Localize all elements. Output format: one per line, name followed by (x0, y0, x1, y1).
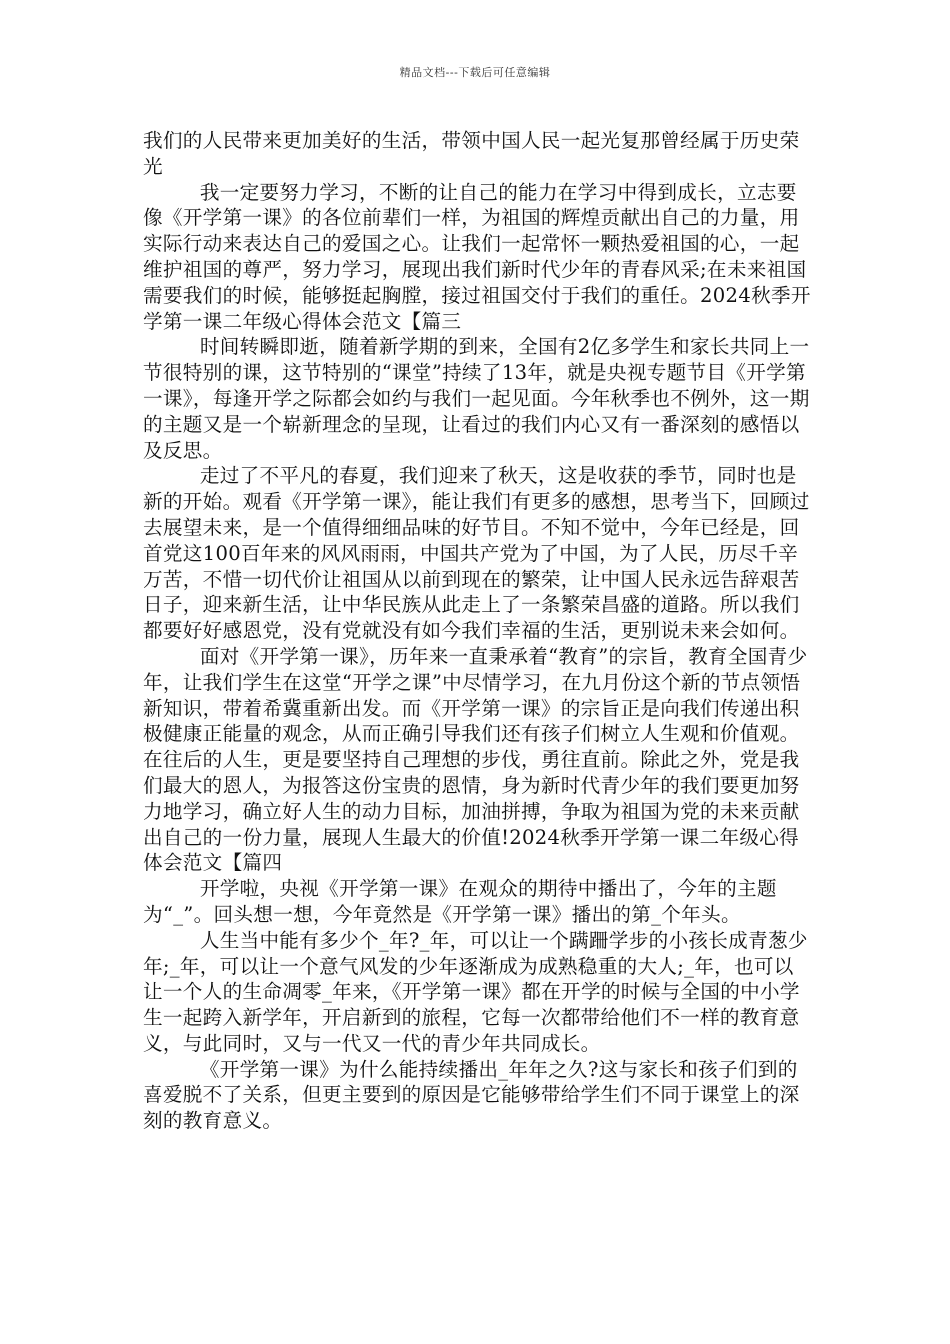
paragraph: 开学啦，央视《开学第一课》在观众的期待中播出了，今年的主题为“_”。回头想一想，今年竟然是《开学第一课》播出的第_个年头。 (143, 877, 777, 926)
paragraph: 我一定要努力学习，不断的让自己的能力在学习中得到成长，立志要像《开学第一课》的各位前辈们一样，为祖国的辉煌贡献出自己的力量，用实际行动来表达自己的爱国之心。让我们一起常怀一颗热爱祖国的心，一起维护祖国的尊严，努力学习，展现出我们新时代少年的青春风采;在未来祖国需要我们的时候，能够挺起胸膛，接过祖国交付于我们的重任。2024秋季开学第一课二年级心得体会范文【篇三 (143, 180, 811, 333)
paragraph: 时间转瞬即逝，随着新学期的到来，全国有2亿多学生和家长共同上一节很特别的课，这节特别的“课堂”持续了13年，就是央视专题节目《开学第一课》，每逢开学之际都会如约与我们一起见面。今年秋季也不例外，这一期的主题又是一个崭新理念的呈现，让看过的我们内心又有一番深刻的感悟以及反思。 (143, 335, 810, 462)
document-body (143, 128, 811, 1134)
paragraph: 走过了不平凡的春夏，我们迎来了秋天，这是收获的季节，同时也是新的开始。观看《开学第一课》，能让我们有更多的感想，思考当下，回顾过去展望未来，是一个值得细细品味的好节目。不知不觉中，今年已经是，回首党这100百年来的风风雨雨，中国共产党为了中国，为了人民，历尽千辛万苦，不惜一切代价让祖国从以前到现在的繁荣，让中国人民永远告辞艰苦日子，迎来新生活，让中华民族从此走上了一条繁荣昌盛的道路。所以我们都要好好感恩党，没有党就没有如今我们幸福的生活，更别说未来会如何。 (143, 464, 810, 643)
paragraph: 《开学第一课》为什么能持续播出_年年之久?这与家长和孩子们到的喜爱脱不了关系，但更主要到的原因是它能够带给学生们不同于课堂上的深刻的教育意义。 (143, 1057, 800, 1133)
paragraph: 面对《开学第一课》，历年来一直秉承着“教育”的宗旨，教育全国青少年，让我们学生在这堂“开学之课”中尽情学习，在九月份这个新的节点领悟新知识，带着希冀重新出发。而《开学第一课》的宗旨正是向我们传递出积极健康正能量的观念，从而正确引导我们还有孩子们树立人生观和价值观。在往后的人生，更是要坚持自己理想的步伐，勇往直前。除此之外，党是我们最大的恩人，为报答这份宝贵的恩情，身为新时代青少年的我们要更加努力地学习，确立好人生的动力目标，加油拼搏，争取为祖国为党的未来贡献出自己的一份力量，展现人生最大的价值!2024秋季开学第一课二年级心得体会范文【篇四 (143, 644, 808, 875)
paragraph: 我们的人民带来更加美好的生活，带领中国人民一起光复那曾经属于历史荣光 (143, 129, 800, 178)
page-header: 精品文档---下载后可任意编辑 (399, 66, 551, 79)
paragraph: 人生当中能有多少个_年?_年，可以让一个蹒跚学步的小孩长成青葱少年;_年，可以让一个意气风发的少年逐渐成为成熟稳重的大人;_年，也可以让一个人的生命凋零_年来，《开学第一课》都在开学的时候与全国的中小学生一起跨入新学年，开启新到的旅程，它每一次都带给他们不一样的教育意义，与此同时，又与一代又一代的青少年共同成长。 (143, 928, 808, 1055)
